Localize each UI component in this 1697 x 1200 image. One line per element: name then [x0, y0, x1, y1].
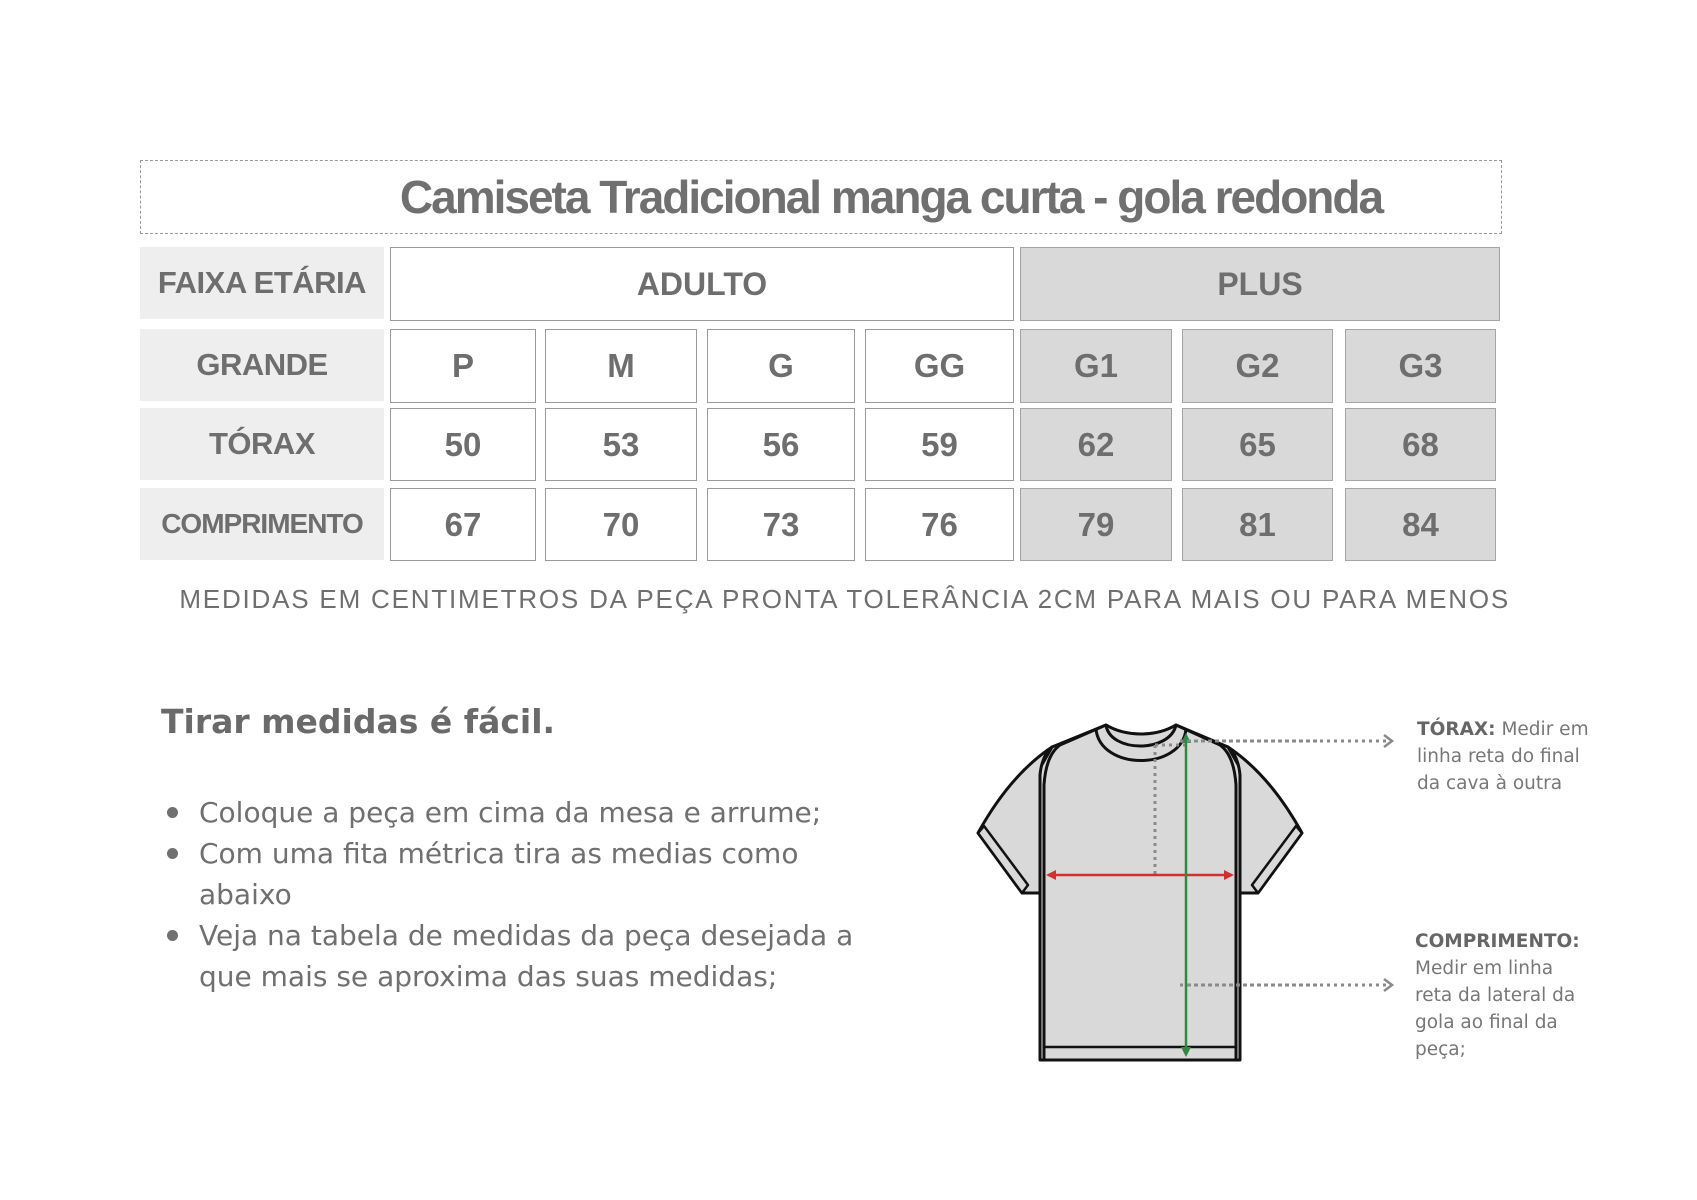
- length-cell: 67: [390, 488, 536, 561]
- chest-cell: 59: [865, 408, 1014, 481]
- group-adult: ADULTO: [390, 247, 1014, 321]
- length-cell: 81: [1182, 488, 1333, 561]
- size-cell: G: [707, 329, 855, 403]
- chest-cell: 68: [1345, 408, 1496, 481]
- length-label: COMPRIMENTO: [140, 488, 384, 560]
- chest-cell: 50: [390, 408, 536, 481]
- length-cell: 70: [545, 488, 697, 561]
- chest-cell: 53: [545, 408, 697, 481]
- size-label: GRANDE: [140, 329, 384, 401]
- size-cell: G1: [1020, 329, 1172, 403]
- tolerance-note: MEDIDAS EM CENTIMETROS DA PEÇA PRONTA TOLERÂNCIA 2CM PARA MAIS OU PARA MENOS: [179, 584, 1510, 614]
- howto-list: [165, 792, 885, 997]
- length-cell: 84: [1345, 488, 1496, 561]
- bullet-icon: [167, 848, 178, 859]
- list-item: Coloque a peça em cima da mesa e arrume;: [165, 792, 885, 833]
- size-cell: GG: [865, 329, 1014, 403]
- size-cell: P: [390, 329, 536, 403]
- howto-title: Tirar medidas é fácil.: [161, 702, 556, 741]
- age-group-label: FAIXA ETÁRIA: [140, 247, 384, 319]
- chest-cell: 56: [707, 408, 855, 481]
- page-title: Camiseta Tradicional manga curta - gola redonda: [399, 171, 1383, 223]
- list-item: Veja na tabela de medidas da peça desejada a que mais se aproxima das suas medidas;: [165, 915, 885, 997]
- length-cell: 76: [865, 488, 1014, 561]
- chest-cell: 62: [1020, 408, 1172, 481]
- bullet-icon: [167, 807, 178, 818]
- chest-annotation: TÓRAX: Medir em linha reta do final da cava à outra: [1417, 719, 1589, 794]
- size-cell: G3: [1345, 329, 1496, 403]
- title-box: [140, 160, 1502, 234]
- size-cell: G2: [1182, 329, 1333, 403]
- length-annotation: COMPRIMENTO: Medir em linha reta da lateral da gola ao final da peça;: [1415, 931, 1580, 1060]
- bullet-icon: [167, 930, 178, 941]
- pointer-lines: [1180, 730, 1400, 1010]
- chest-cell: 65: [1182, 408, 1333, 481]
- size-cell: M: [545, 329, 697, 403]
- length-cell: 79: [1020, 488, 1172, 561]
- list-item: Com uma fita métrica tira as medias como abaixo: [165, 833, 885, 915]
- group-plus: PLUS: [1020, 247, 1500, 321]
- length-cell: 73: [707, 488, 855, 561]
- chest-label: TÓRAX: [140, 408, 384, 480]
